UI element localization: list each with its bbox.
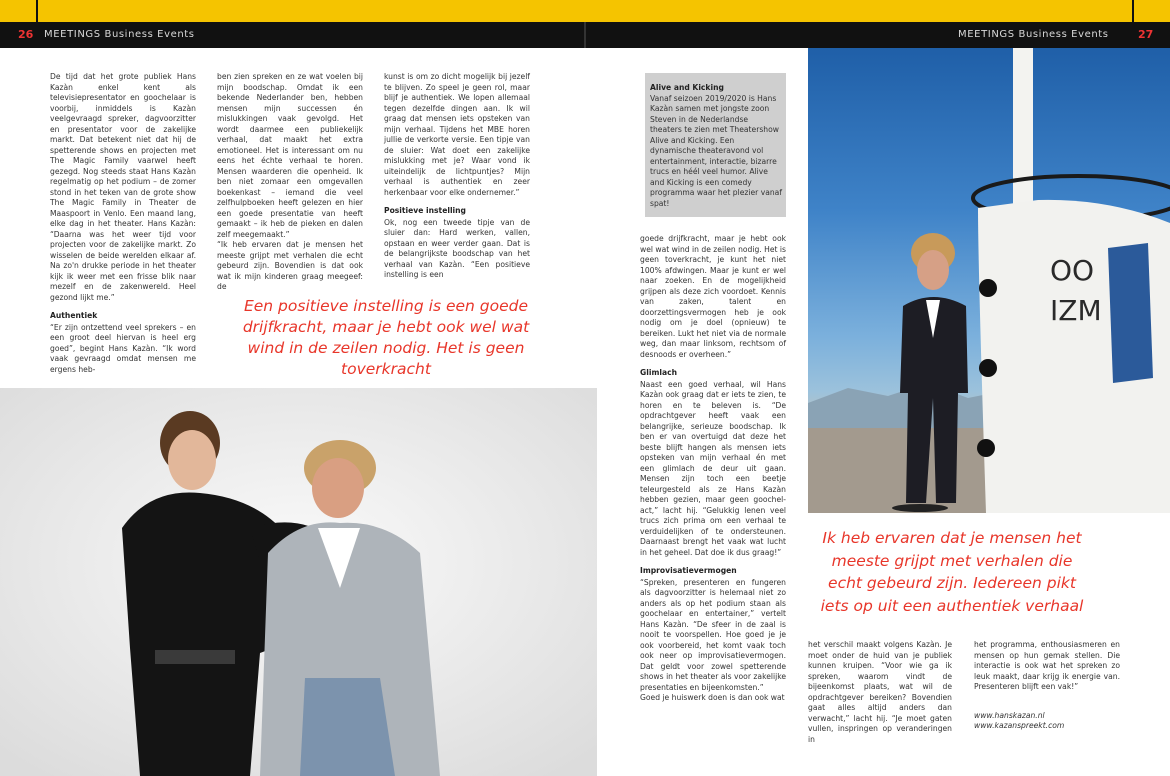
lighthouse-illustration [808, 48, 1170, 513]
header-divider [36, 0, 38, 22]
subheading-improvisatievermogen: Improvisatievermogen [640, 566, 737, 575]
paragraph: Naast een goed verhaal, wil Hans Kazàn ook graag dat er iets te zien, te horen en te beleven is. “De opdrachtgever heeft vaak een belangrijke, serieuze boodschap. Ik ben er van overtuigd dat deze het beste blijft hangen als mensen iets opsteken van mijn verhaal én met een glimlach de deur uit gaan. Mensen zijn toch een beetje teleurgesteld als ze Hans Kazàn hebben gezien, maar geen goochel-act,” lacht hij. “Gelukkig lenen veel trucs zich prima om een verhaal te verduidelijken of te ondersteunen. Daarnaast brengt het vaak wat lucht in het geheel. Dat doe ik dus graag!” [640, 379, 786, 557]
portrait-illustration [0, 388, 597, 776]
article-column-1 [50, 72, 196, 375]
subheading-authentiek: Authentiek [50, 311, 98, 320]
left-page-number: 26 [18, 28, 34, 41]
sidebar-title: Alive and Kicking [650, 83, 724, 92]
sidebar-box [645, 73, 786, 217]
lighthouse-text-bottom: IZM [1050, 294, 1102, 327]
header-divider [1132, 0, 1134, 22]
paragraph: De tijd dat het grote publiek Hans Kazàn enkel kent als televisiepresentator en goochelaar is voorbij, inmiddels is Kazàn veelgevraagd spreker, dagvoorzitter en presentator voor de zakelijke markt. Dat betekent niet dat hij de spetterende shows en projecten met The Magic Family vaarwel heeft gezegd. Nog steeds staat Hans Kazàn regelmatig op het podium – de zomer stond in het teken van de grote show The Magic Family in Theater de Maaspoort in Venlo. Een maand lang, elke dag in het theater. Hans Kazàn: “Daarna was het weer tijd voor projecten voor de zakelijke markt. Zo wisselen de beide werelden elkaar af. Na zo'n drukke periode in het theater kijk ik weer met een frisse blik naar mezelf en de zakenwereld. Heel gezond lijkt me.” [50, 72, 196, 302]
subheading-glimlach: Glimlach [640, 368, 677, 377]
paragraph: “Ik heb ervaren dat je mensen het meeste grijpt met verhalen die echt gebeurd zijn. Bovendien is dat ook wat ik mijn kinderen graag meegeef: de [217, 240, 363, 291]
website-link[interactable]: www.hanskazan.nl [974, 710, 1045, 720]
photo-hans-kazan-lighthouse [808, 48, 1170, 513]
paragraph: Ok, nog een tweede tipje van de sluier dan: Hard werken, vallen, opstaan en weer verder gaan. Dat is de belangrijkste boodschap van het verhaal van Kazàn. “Een positieve instelling is een [384, 217, 530, 279]
subheading-positieve-instelling: Positieve instelling [384, 206, 466, 215]
left-running-title: MEETINGS Business Events [44, 29, 195, 40]
sidebar-text: Vanaf seizoen 2019/2020 is Hans Kazàn samen met jongste zoon Steven in de Nederlandse theaters te zien met Theatershow Alive and Kicking. Een dynamische theateravond vol entertainment, interactie, bizarre trucs en héél veel humor. Alive and Kicking is een comedy programma waar het plezier vanaf spat! [650, 93, 783, 208]
right-running-title: MEETINGS Business Events [958, 29, 1109, 40]
right-page-number: 27 [1138, 28, 1154, 41]
article-column-3 [384, 72, 530, 281]
paragraph: “Spreken, presenteren en fungeren als dagvoorzitter is helemaal niet zo anders als op het podium staan als goochelaar en entertainer,” vertelt Hans Kazàn. “De sfeer in de zaal is nooit te voorspellen. Hoe goed je je ook voorbereid, het komt vaak toch ook neer op improvisatievermogen. Dat geldt voor zowel spetterende shows in het theater als voor zakelijke presentaties en bijeenkomsten.” [640, 577, 786, 692]
pull-quote-right: Ik heb ervaren dat je mensen het meeste grijpt met verhalen die echt gebeurd zijn. Iedereen pikt iets op uit een authentiek verhaal [820, 529, 1084, 615]
paragraph: het programma, enthousiasmeren en mensen op hun gemak stellen. Die interactie is ook wat het spreken zo leuk maakt, daar krijg ik energie van. Presenteren blijft een vak!” [974, 640, 1120, 691]
photo-hans-and-steven-kazan [0, 388, 597, 776]
article-column-4 [640, 234, 786, 704]
website-link[interactable]: www.kazanspreekt.com [974, 721, 1065, 730]
page-spine [584, 22, 586, 48]
lighthouse-text-top: OO [1050, 254, 1095, 287]
pull-quote-left: Een positieve instelling is een goede drijfkracht, maar je hebt ook wel wat wind in de zeilen nodig. Het is geen toverkracht [242, 297, 530, 378]
paragraph: ben zien spreken en ze wat voelen bij mijn boodschap. Omdat ik een bekende Nederlander ben, hebben mensen mijn successen én mislukkingen vaak gevolgd. Het wordt daarmee een publiekelijk verhaal, dat maakt het extra emotioneel. Het is interessant om nu eens het échte verhaal te horen. Mensen waarderen die openheid. Ik ben niet zomaar een omgevallen boekenkast – iemand die veel zelfhulpboeken heeft gelezen en hier een goede presentatie van heeft gemaakt – ik heb de pieken en dalen zelf meegemaakt.” [217, 72, 363, 239]
paragraph: Goed je huiswerk doen is dan ook wat [640, 693, 785, 702]
paragraph: het verschil maakt volgens Kazàn. Je moet onder de huid van je publiek kunnen kruipen. “Voor wie ga ik spreken, waarom vindt de bijeenkomst plaats, wat wil de opdrachtgever bereiken? Bovendien gaat alles altijd anders dan verwacht,” lacht hij. “Je moet gaten vullen, inspringen op veranderingen in [808, 640, 952, 744]
article-column-2 [217, 72, 363, 293]
article-column-5 [808, 640, 952, 745]
paragraph: goede drijfkracht, maar je hebt ook wel wat wind in de zeilen nodig. Het is geen toverkracht, je kunt het niet 100% afdwingen. Maar je kunt er wel naar zoeken. En de mogelijkheid grijpen als deze zich voordoet. Kennis van zaken, talent en doorzettingsvermogen heb je ook nodig om je doel (opnieuw) te bereiken. Lukt het niet via de normale weg, dan maar linksom, rechtsom of desnoods er overheen.” [640, 234, 786, 359]
top-yellow-stripe [0, 0, 1170, 22]
article-column-6 [974, 640, 1120, 732]
paragraph: “Er zijn ontzettend veel sprekers – en een groot deel hiervan is heel erg goed”, begint Hans Kazàn. “Ik word vaak gevraagd omdat mensen me ergens heb- [50, 322, 196, 374]
paragraph: kunst is om zo dicht mogelijk bij jezelf te blijven. Zo speel je geen rol, maar blijf je authentiek. We lopen allemaal tegen dezelfde dingen aan. Ik wil graag dat mensen iets opsteken van mijn verhaal. Tijdens het MBE horen jullie de verkorte versie. Een tipje van de sluier: Wat doet een zakelijke mislukking met je? Waar vond ik uiteindelijk de lichtpuntjes? Mijn verhaal is authentiek en zeer herkenbaar voor elke ondernemer.” [384, 72, 530, 197]
